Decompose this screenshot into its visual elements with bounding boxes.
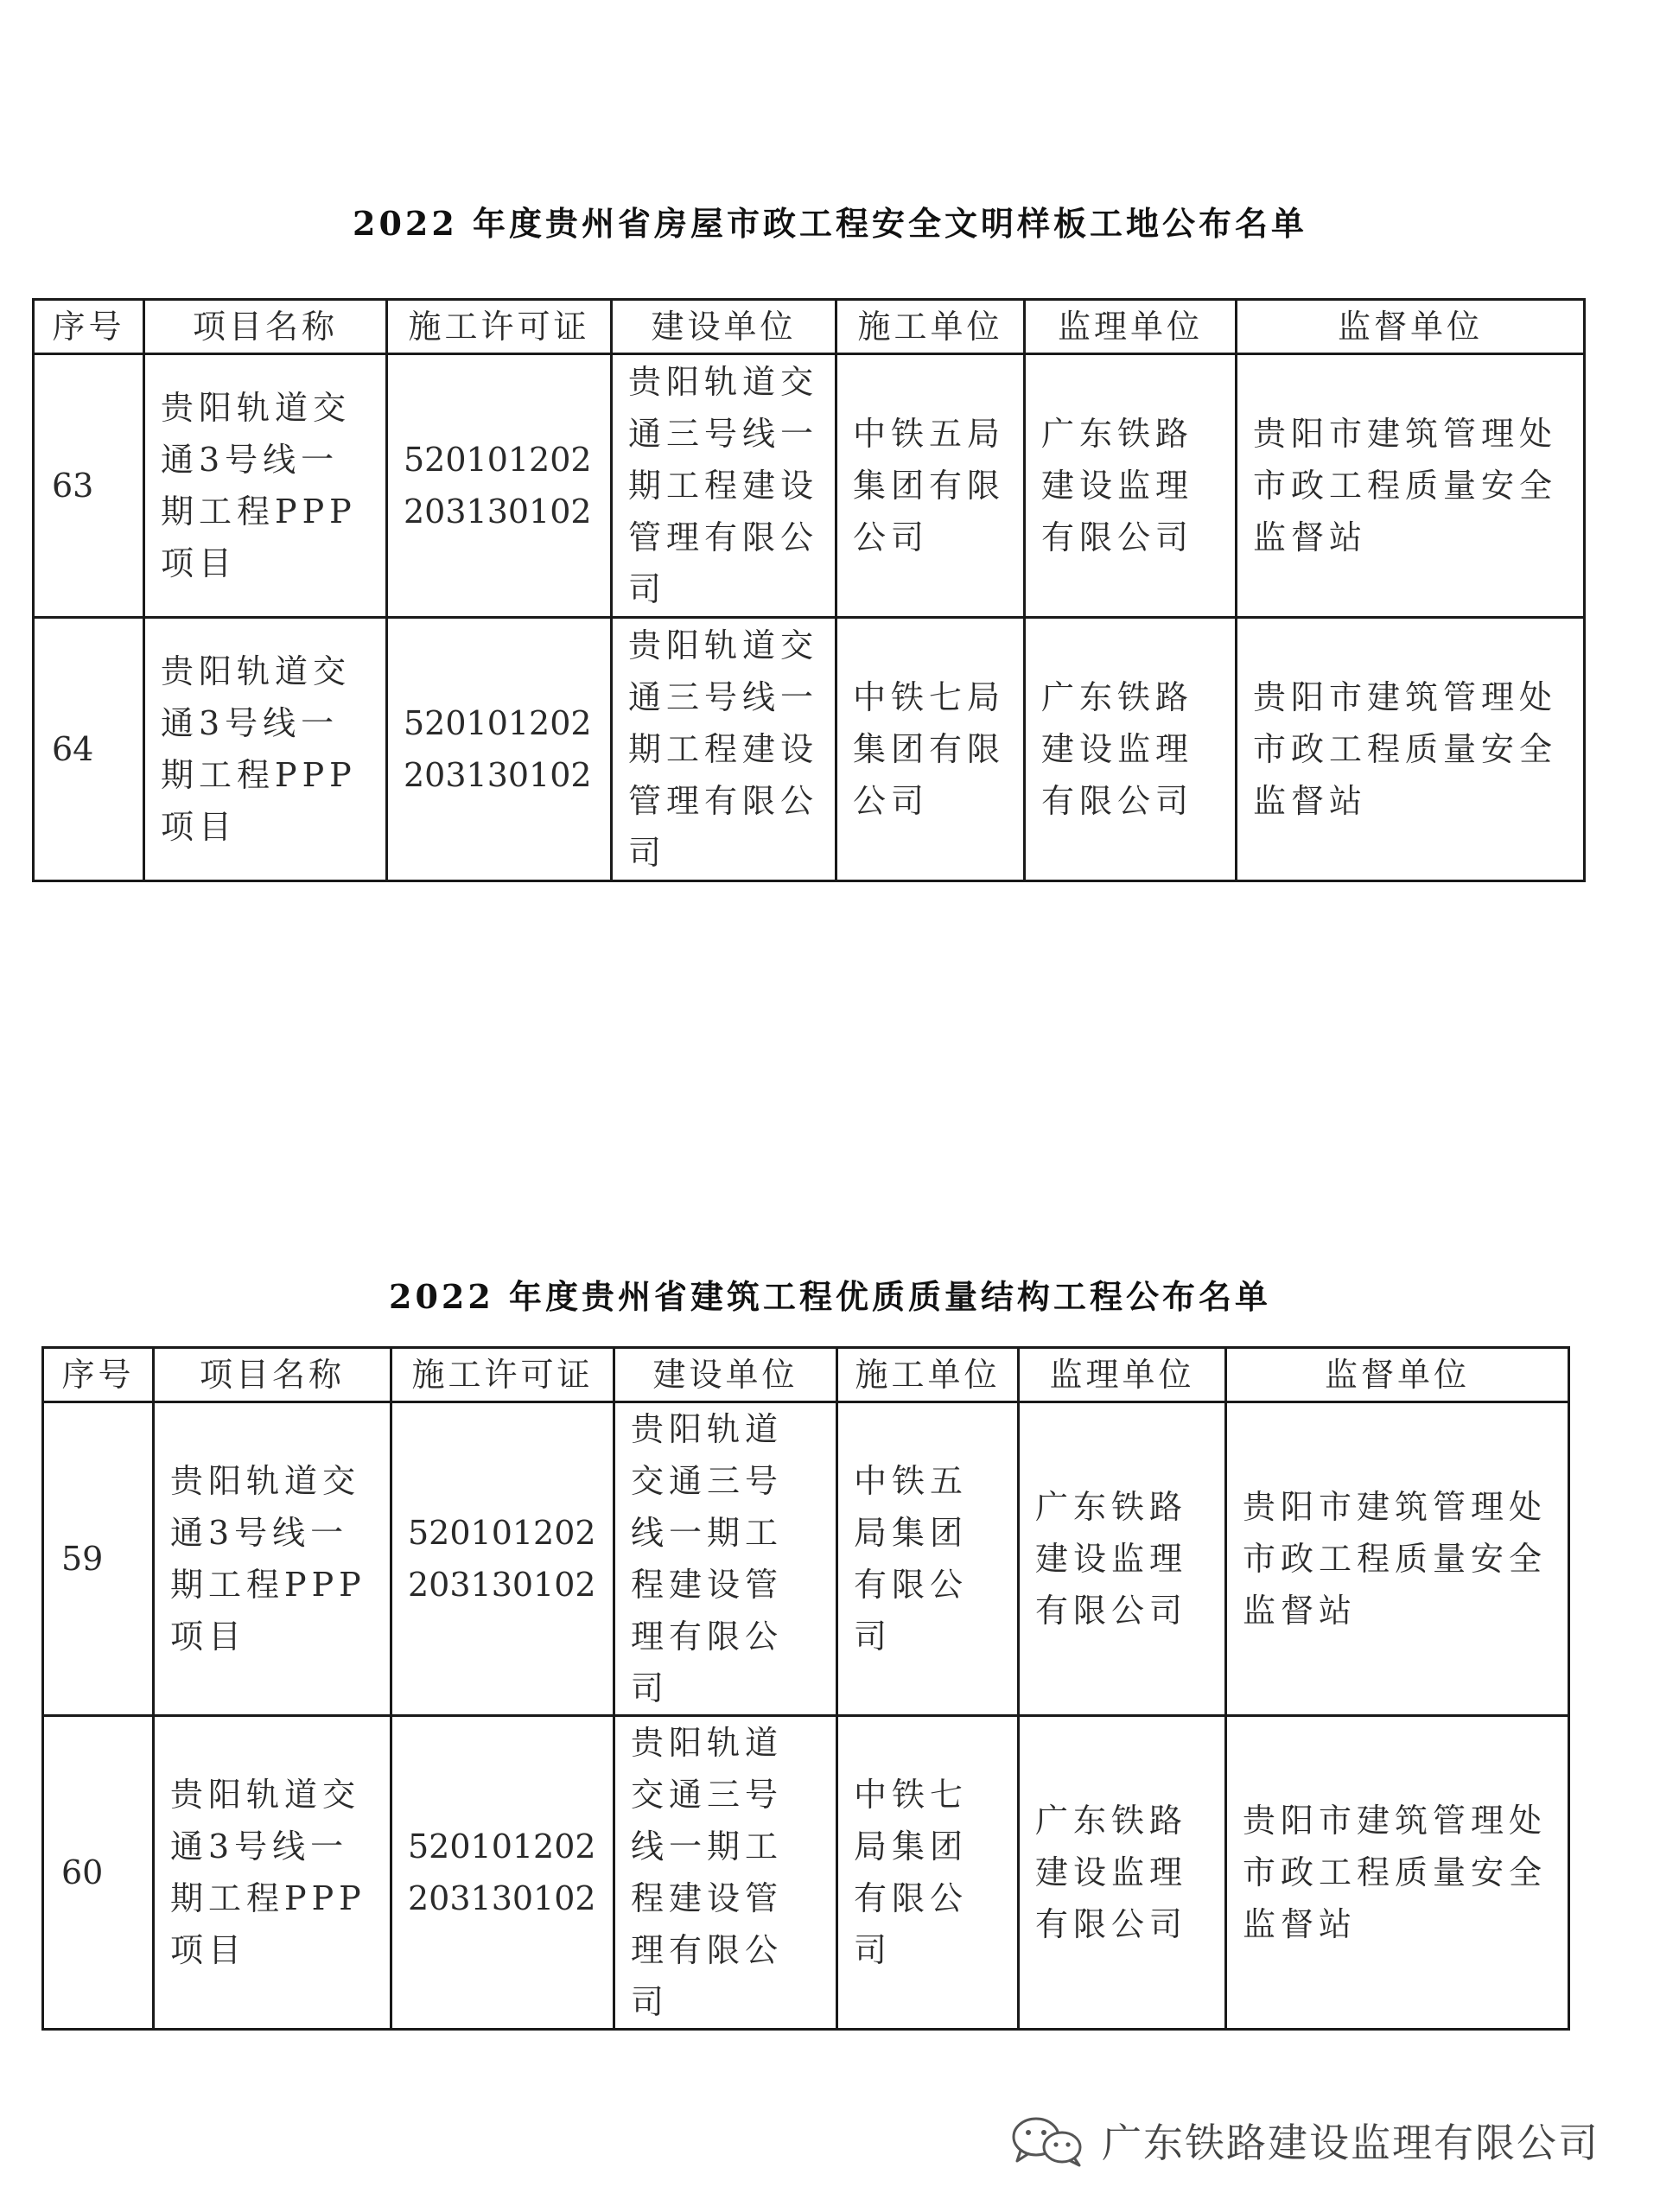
watermark	[1007, 2112, 1600, 2169]
table-header-row	[34, 300, 1585, 354]
table-header-row	[43, 1348, 1569, 1402]
cell-permit: 520101202203130102	[387, 618, 612, 881]
header-builder: 建设单位	[614, 1348, 837, 1402]
cell-supervisor: 广东铁路建设监理有限公司	[1019, 1716, 1226, 2030]
cell-supervisor: 广东铁路建设监理有限公司	[1025, 354, 1237, 618]
cell-oversight: 贵阳市建筑管理处市政工程质量安全监督站	[1237, 354, 1585, 618]
cell-supervisor: 广东铁路建设监理有限公司	[1025, 618, 1237, 881]
cell-project: 贵阳轨道交通3号线一期工程PPP项目	[144, 618, 387, 881]
table-row	[43, 1716, 1569, 2030]
cell-oversight: 贵阳市建筑管理处市政工程质量安全监督站	[1226, 1402, 1569, 1716]
header-seq: 序号	[43, 1348, 154, 1402]
table-row	[34, 618, 1585, 881]
cell-project: 贵阳轨道交通3号线一期工程PPP项目	[144, 354, 387, 618]
header-supervisor: 监理单位	[1019, 1348, 1226, 1402]
cell-contractor: 中铁七局集团有限公司	[837, 1716, 1019, 2030]
section2-title: 2022 年度贵州省建筑工程优质质量结构工程公布名单	[389, 1277, 1271, 1316]
cell-builder: 贵阳轨道交通三号线一期工程建设管理有限公司	[614, 1716, 837, 2030]
cell-seq: 63	[34, 354, 144, 618]
header-permit: 施工许可证	[391, 1348, 614, 1402]
cell-builder: 贵阳轨道交通三号线一期工程建设管理有限公司	[612, 354, 836, 618]
header-project: 项目名称	[154, 1348, 391, 1402]
table-row	[34, 354, 1585, 618]
header-builder: 建设单位	[612, 300, 836, 354]
table-row	[43, 1402, 1569, 1716]
cell-project: 贵阳轨道交通3号线一期工程PPP项目	[154, 1402, 391, 1716]
section2-table	[41, 1346, 1570, 2031]
cell-oversight: 贵阳市建筑管理处市政工程质量安全监督站	[1237, 618, 1585, 881]
header-permit: 施工许可证	[387, 300, 612, 354]
cell-permit: 520101202203130102	[391, 1402, 614, 1716]
section1-title: 2022 年度贵州省房屋市政工程安全文明样板工地公布名单	[353, 204, 1307, 243]
cell-contractor: 中铁五局集团有限公司	[837, 1402, 1019, 1716]
cell-permit: 520101202203130102	[391, 1716, 614, 2030]
header-contractor: 施工单位	[837, 1348, 1019, 1402]
cell-permit: 520101202203130102	[387, 354, 612, 618]
cell-contractor: 中铁七局集团有限公司	[836, 618, 1025, 881]
cell-builder: 贵阳轨道交通三号线一期工程建设管理有限公司	[612, 618, 836, 881]
cell-seq: 64	[34, 618, 144, 881]
header-supervisor: 监理单位	[1025, 300, 1237, 354]
cell-project: 贵阳轨道交通3号线一期工程PPP项目	[154, 1716, 391, 2030]
cell-contractor: 中铁五局集团有限公司	[836, 354, 1025, 618]
cell-supervisor: 广东铁路建设监理有限公司	[1019, 1402, 1226, 1716]
header-contractor: 施工单位	[836, 300, 1025, 354]
watermark-text: 广东铁路建设监理有限公司	[1102, 2120, 1600, 2166]
cell-builder: 贵阳轨道交通三号线一期工程建设管理有限公司	[614, 1402, 837, 1716]
cell-oversight: 贵阳市建筑管理处市政工程质量安全监督站	[1226, 1716, 1569, 2030]
section1-table	[32, 298, 1586, 882]
cell-seq: 60	[43, 1716, 154, 2030]
header-oversight: 监督单位	[1237, 300, 1585, 354]
cell-seq: 59	[43, 1402, 154, 1716]
header-seq: 序号	[34, 300, 144, 354]
header-oversight: 监督单位	[1226, 1348, 1569, 1402]
wechat-icon	[1007, 2113, 1090, 2168]
header-project: 项目名称	[144, 300, 387, 354]
